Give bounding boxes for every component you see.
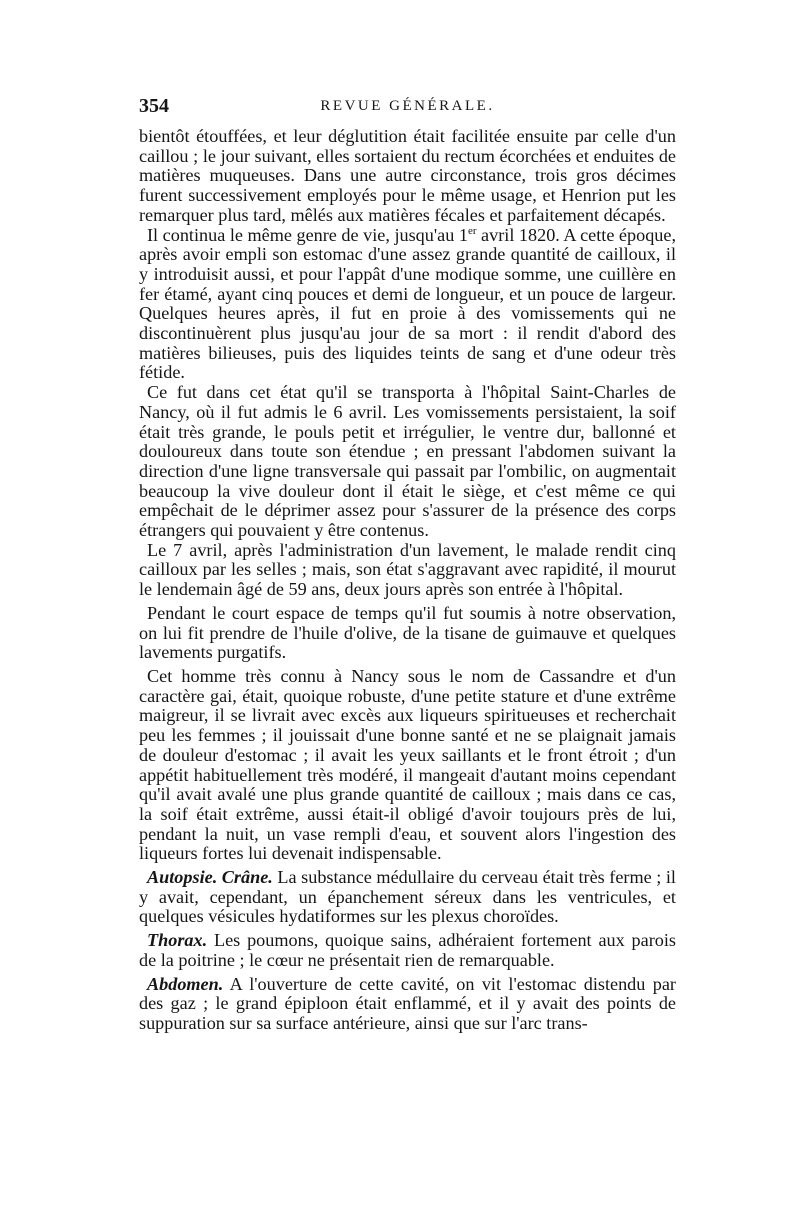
paragraph-text: Les poumons, quoique sains, adhéraient fortement aux parois de la poitrine ; le cœur ne présentait rien de remarquable. [139,930,676,970]
paragraph-4 [139,541,676,600]
paragraph-text: Cet homme très connu à Nancy sous le nom de Cassandre et d'un caractère gai, était, quoique robuste, d'une petite stature et d'une extrême maigreur, il se livrait avec excès aux liqueurs spiritueuses et recherchait peu les femmes ; il jouissait d'une bonne santé et ne se plaignait jamais de douleur d'estomac ; il avait les yeux saillants et le front étroit ; d'un appétit habituellement très modéré, il mangeait d'autant moins cependant qu'il avait avalé une plus grande quantité de cailloux ; mais dans ce cas, la soif était extrême, aussi était-il obligé d'avoir toujours près de lui, pendant la nuit, un vase rempli d'eau, et souvent alors l'ingestion des liqueurs fortes lui devenait indispensable. [139,665,676,864]
paragraph-6 [139,667,676,864]
paragraph-2 [139,226,676,384]
paragraph-text: La substance médullaire du cerveau était très ferme ; il y avait, cependant, un épanchement séreux dans les ventricules, et quelques vésicules hydatiformes sur les plexus choroïdes. [139,867,676,927]
paragraph-text: A l'ouverture de cette cavité, on vit l'estomac distendu par des gaz ; le grand épiploon était enflammé, et il y avait des points de suppuration sur sa surface antérieure, ainsi que sur l'arc trans- [139,973,676,1033]
paragraph-1 [139,127,676,226]
paragraph-autopsie [139,868,676,927]
paragraph-3 [139,383,676,541]
running-title: REVUE GÉNÉRALE. [320,98,495,114]
section-title-abdomen: Abdomen. [147,973,224,994]
paragraph-text: Il continua le même genre de vie, jusqu'au 1 [147,224,468,245]
page-header [139,95,676,119]
paragraph-thorax [139,931,676,970]
paragraph-text: Pendant le court espace de temps qu'il fut soumis à notre observation, on lui fit prendre de l'huile d'olive, de la tisane de guimauve et quelques lavements purgatifs. [139,602,676,663]
paragraph-abdomen [139,975,676,1034]
paragraph-text: Le 7 avril, après l'administration d'un lavement, le malade rendit cinq cailloux par les selles ; mais, son état s'aggravant avec rapidité, il mourut le lendemain âgé de 59 ans, deux jours après son entrée à l'hôpital. [139,539,676,600]
paragraph-text: Ce fut dans cet état qu'il se transporta à l'hôpital Saint-Charles de Nancy, où il fut admis le 6 avril. Les vomissements persistaient, la soif était très grande, le pouls petit et irrégulier, le ventre dur, ballonné et douloureux dans toute son étendue ; en pressant l'abdomen suivant la direction d'une ligne transversale qui passait par l'ombilic, on augmentait beaucoup la vive douleur dont il était le siège, et c'est même ce qui empêchait de le déprimer assez pour s'assurer de la présence des corps étrangers qui pouvaient y être contenus. [139,382,676,541]
page-number: 354 [139,95,169,117]
section-title-autopsie: Autopsie. Crâne. [147,867,273,888]
body-text [139,127,676,1034]
paragraph-5 [139,604,676,663]
superscript: er [467,224,477,237]
paragraph-text: bientôt étouffées, et leur déglutition était facilitée ensuite par celle d'un caillou ; le jour suivant, elles sortaient du rectum écorchées et enduites de matières muqueuses. Dans une autre circonstance, trois gros décimes furent successivement employés pour le même usage, et Henrion put les remarquer plus tard, mêlés aux matières fécales et parfaitement décapés. [139,126,676,225]
paragraph-text: avril 1820. A cette époque, après avoir empli son estomac d'une assez grande quantité de cailloux, il y introduisit aussi, et pour l'appât d'une modique somme, une cuillère en fer étamé, ayant cinq pouces et demi de longueur, et un pouce de largeur. Quelques heures après, il fut en proie à des vomissements qui ne discontinuèrent plus jusqu'au jour de sa mort : il rendit d'abord des matières bilieuses, puis des liquides teints de sang et d'une odeur très fétide. [139,224,677,383]
section-title-thorax: Thorax. [147,930,208,951]
